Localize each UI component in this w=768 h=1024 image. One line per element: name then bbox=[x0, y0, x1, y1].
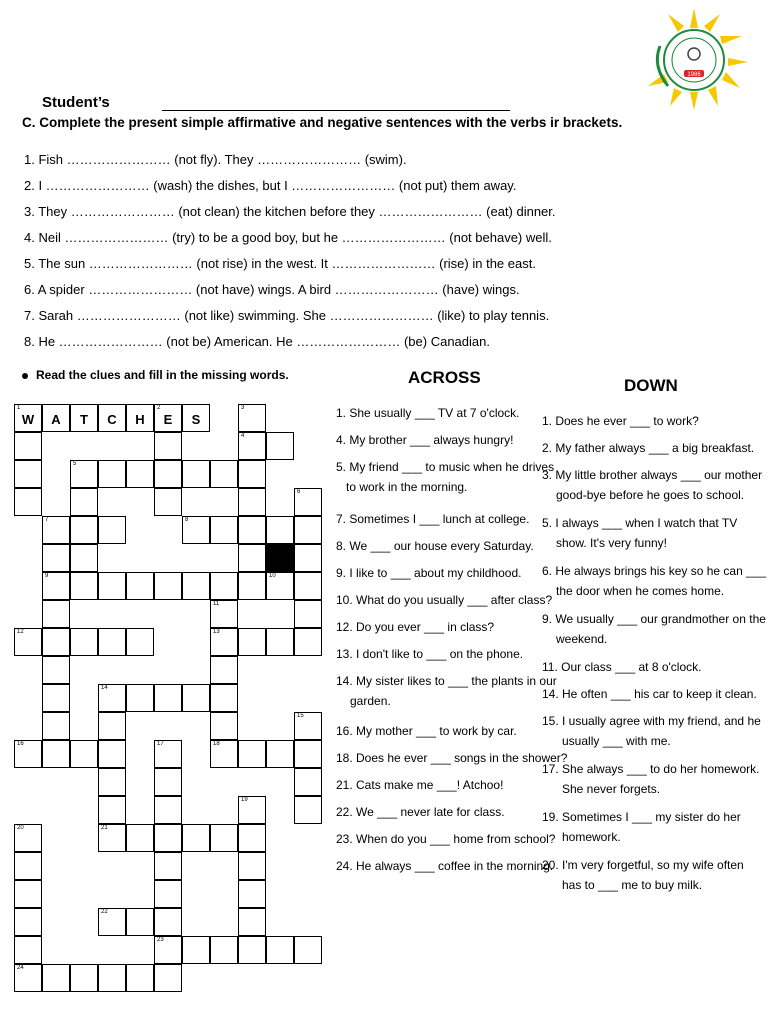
clue-number: 18 bbox=[213, 741, 220, 747]
down-clue: 6. He always brings his key so he can ___ bbox=[542, 564, 767, 578]
crossword-cell[interactable] bbox=[126, 684, 154, 712]
crossword-cell[interactable] bbox=[42, 544, 70, 572]
crossword-cell[interactable] bbox=[182, 460, 210, 488]
cell-letter: S bbox=[191, 412, 201, 427]
crossword-cell[interactable] bbox=[154, 488, 182, 516]
down-clue-continued: show. It's very funny! bbox=[556, 536, 668, 550]
down-clue-continued: has to ___ me to buy milk. bbox=[562, 878, 703, 892]
crossword-cell[interactable] bbox=[42, 628, 70, 656]
crossword-cell[interactable] bbox=[294, 600, 322, 628]
crossword-cell[interactable] bbox=[42, 964, 70, 992]
crossword-cell[interactable] bbox=[154, 572, 182, 600]
crossword-cell[interactable] bbox=[98, 460, 126, 488]
across-clue: 7. Sometimes I ___ lunch at college. bbox=[336, 512, 530, 526]
crossword-cell[interactable] bbox=[154, 824, 182, 852]
crossword-cell[interactable] bbox=[210, 936, 238, 964]
clue-number: 24 bbox=[17, 965, 24, 971]
clue-number: 9 bbox=[45, 573, 49, 579]
down-clue: 17. She always ___ to do her homework. bbox=[542, 762, 760, 776]
crossword-cell[interactable] bbox=[238, 908, 266, 936]
crossword-cell[interactable] bbox=[42, 684, 70, 712]
crossword-cell[interactable] bbox=[14, 460, 42, 488]
down-clue: 2. My father always ___ a big breakfast. bbox=[542, 441, 755, 455]
across-clue: 16. My mother ___ to work by car. bbox=[336, 724, 517, 738]
crossword-cell[interactable] bbox=[14, 404, 42, 432]
clue-number: 21 bbox=[101, 825, 108, 831]
crossword-cell[interactable] bbox=[42, 404, 70, 432]
crossword-cell[interactable] bbox=[182, 404, 210, 432]
student-name-line[interactable] bbox=[162, 110, 510, 111]
sentence-2[interactable]: 2. I …………………… (wash) the dishes, but I …………………… (not put) them away. bbox=[24, 178, 517, 193]
crossword-cell[interactable] bbox=[238, 516, 266, 544]
crossword-cell[interactable] bbox=[238, 936, 266, 964]
crossword-cell[interactable] bbox=[154, 908, 182, 936]
sentence-1[interactable]: 1. Fish …………………… (not fly). They …………………… (swim). bbox=[24, 152, 407, 167]
down-heading: DOWN bbox=[624, 376, 678, 395]
crossword-cell[interactable] bbox=[238, 404, 266, 432]
crossword-cell[interactable] bbox=[238, 488, 266, 516]
sentence-3[interactable]: 3. They …………………… (not clean) the kitchen before they …………………… (eat) dinner. bbox=[24, 204, 556, 219]
across-clue: 22. We ___ never late for class. bbox=[336, 805, 505, 819]
crossword-cell[interactable] bbox=[98, 712, 126, 740]
crossword-cell[interactable] bbox=[70, 572, 98, 600]
crossword-cell[interactable] bbox=[70, 404, 98, 432]
crossword-cell[interactable] bbox=[294, 628, 322, 656]
crossword-cell[interactable] bbox=[14, 908, 42, 936]
crossword-cell[interactable] bbox=[70, 544, 98, 572]
crossword-cell[interactable] bbox=[98, 908, 126, 936]
crossword-cell[interactable] bbox=[294, 768, 322, 796]
clue-number: 11 bbox=[213, 601, 220, 607]
crossword-cell[interactable] bbox=[266, 628, 294, 656]
crossword-cell[interactable] bbox=[238, 432, 266, 460]
crossword-cell[interactable] bbox=[154, 404, 182, 432]
crossword-cell[interactable] bbox=[210, 712, 238, 740]
crossword-cell[interactable] bbox=[294, 936, 322, 964]
crossword-cell[interactable] bbox=[266, 572, 294, 600]
crossword-cell[interactable] bbox=[126, 460, 154, 488]
clue-number: 2 bbox=[157, 405, 161, 411]
crossword-cell[interactable] bbox=[210, 824, 238, 852]
down-clue-continued: usually ___ with me. bbox=[562, 734, 671, 748]
down-clue: 9. We usually ___ our grandmother on the bbox=[542, 612, 766, 626]
crossword-cell[interactable] bbox=[154, 684, 182, 712]
crossword-cell[interactable] bbox=[238, 544, 266, 572]
crossword-grid bbox=[14, 404, 326, 998]
crossword-cell[interactable] bbox=[42, 712, 70, 740]
down-clue: 11. Our class ___ at 8 o'clock. bbox=[542, 660, 702, 674]
sentence-7[interactable]: 7. Sarah …………………… (not like) swimming. She …………………… (like) to play tennis. bbox=[24, 308, 550, 323]
crossword-cell[interactable] bbox=[14, 488, 42, 516]
crossword-cell[interactable] bbox=[266, 936, 294, 964]
crossword-cell[interactable] bbox=[154, 460, 182, 488]
crossword-cell[interactable] bbox=[70, 516, 98, 544]
down-clue: 20. I'm very forgetful, so my wife often bbox=[542, 858, 744, 872]
crossword-cell[interactable] bbox=[154, 796, 182, 824]
logo-year: 1986 bbox=[687, 72, 701, 78]
across-clue: 12. Do you ever ___ in class? bbox=[336, 620, 495, 634]
cell-letter: C bbox=[107, 412, 117, 427]
crossword-cell[interactable] bbox=[238, 852, 266, 880]
across-clue: 5. My friend ___ to music when he drives bbox=[336, 460, 555, 474]
down-clue-continued: homework. bbox=[562, 830, 621, 844]
crossword-cell[interactable] bbox=[42, 600, 70, 628]
clue-number: 14 bbox=[101, 685, 108, 691]
across-clue-continued: to work in the morning. bbox=[346, 480, 468, 494]
sentence-4[interactable]: 4. Neil …………………… (try) to be a good boy, but he …………………… (not behave) well. bbox=[24, 230, 552, 245]
crossword-cell[interactable] bbox=[42, 572, 70, 600]
clue-number: 19 bbox=[241, 797, 248, 803]
crossword-cell[interactable] bbox=[238, 796, 266, 824]
crossword-cell[interactable] bbox=[294, 544, 322, 572]
clue-number: 3 bbox=[241, 405, 245, 411]
across-clue-continued: garden. bbox=[350, 694, 391, 708]
across-clue: 14. My sister likes to ___ the plants in our bbox=[336, 674, 557, 688]
crossword-cell[interactable] bbox=[210, 740, 238, 768]
crossword-cell[interactable] bbox=[126, 908, 154, 936]
clue-number: 7 bbox=[45, 517, 49, 523]
across-clue: 9. I like to ___ about my childhood. bbox=[336, 566, 522, 580]
clue-number: 16 bbox=[17, 741, 24, 747]
crossword-cell[interactable] bbox=[98, 628, 126, 656]
crossword-cell[interactable] bbox=[98, 796, 126, 824]
crossword-cell[interactable] bbox=[238, 740, 266, 768]
crossword-cell[interactable] bbox=[14, 628, 42, 656]
section-c-instruction: C. Complete the present simple affirmative and negative sentences with the verbs ir brackets. bbox=[22, 115, 623, 130]
crossword-cell[interactable] bbox=[210, 460, 238, 488]
clue-number: 1 bbox=[17, 405, 21, 411]
student-label: Student’s bbox=[42, 94, 110, 111]
crossword-cell[interactable] bbox=[294, 516, 322, 544]
bullet-icon bbox=[22, 373, 28, 379]
down-clue: 5. I always ___ when I watch that TV bbox=[542, 516, 738, 530]
crossword-cell[interactable] bbox=[154, 852, 182, 880]
crossword-cell[interactable] bbox=[154, 768, 182, 796]
crossword-cell[interactable] bbox=[182, 684, 210, 712]
clue-number: 5 bbox=[73, 461, 77, 467]
down-clue-continued: good-bye before he goes to school. bbox=[556, 488, 745, 502]
crossword-cell[interactable] bbox=[98, 516, 126, 544]
school-logo bbox=[638, 6, 750, 110]
cell-letter: A bbox=[51, 412, 61, 427]
across-clue: 4. My brother ___ always hungry! bbox=[336, 433, 514, 447]
clue-number: 8 bbox=[185, 517, 189, 523]
crossword-cell[interactable] bbox=[126, 628, 154, 656]
clue-number: 10 bbox=[269, 573, 276, 579]
down-clue-continued: weekend. bbox=[556, 632, 608, 646]
crossword-cell[interactable] bbox=[182, 516, 210, 544]
crossword-cell[interactable] bbox=[98, 740, 126, 768]
across-clue: 8. We ___ our house every Saturday. bbox=[336, 539, 534, 553]
crossword-cell[interactable] bbox=[238, 628, 266, 656]
sentence-6[interactable]: 6. A spider …………………… (not have) wings. A bird …………………… (have) wings. bbox=[24, 282, 520, 297]
crossword-cell[interactable] bbox=[294, 796, 322, 824]
crossword-cell[interactable] bbox=[98, 572, 126, 600]
down-clue-continued: She never forgets. bbox=[562, 782, 661, 796]
across-heading: ACROSS bbox=[408, 368, 481, 387]
crossword-cell[interactable] bbox=[70, 740, 98, 768]
across-clue: 1. She usually ___ TV at 7 o'clock. bbox=[336, 406, 520, 420]
crossword-cell[interactable] bbox=[126, 572, 154, 600]
crossword-cell[interactable] bbox=[210, 572, 238, 600]
down-clue: 3. My little brother always ___ our mother bbox=[542, 468, 763, 482]
clue-number: 20 bbox=[17, 825, 24, 831]
crossword-cell[interactable] bbox=[238, 824, 266, 852]
crossword-cell[interactable] bbox=[266, 432, 294, 460]
crossword-cell[interactable] bbox=[210, 684, 238, 712]
cell-letter: T bbox=[80, 412, 88, 427]
crossword-cell[interactable] bbox=[14, 432, 42, 460]
crossword-cell[interactable] bbox=[238, 460, 266, 488]
crossword-cell[interactable] bbox=[42, 516, 70, 544]
clue-number: 22 bbox=[101, 909, 108, 915]
crossword-cell[interactable] bbox=[98, 404, 126, 432]
across-clue: 13. I don't like to ___ on the phone. bbox=[336, 647, 524, 661]
crossword-cell[interactable] bbox=[182, 936, 210, 964]
crossword-cell[interactable] bbox=[294, 572, 322, 600]
cell-letter: W bbox=[21, 412, 35, 427]
down-clue: 19. Sometimes I ___ my sister do her bbox=[542, 810, 741, 824]
crossword-cell[interactable] bbox=[182, 572, 210, 600]
crossword-cell[interactable] bbox=[210, 516, 238, 544]
crossword-cell[interactable] bbox=[70, 964, 98, 992]
across-clue: 18. Does he ever ___ songs in the shower? bbox=[336, 751, 568, 765]
crossword-cell[interactable] bbox=[182, 824, 210, 852]
crossword-cell[interactable] bbox=[42, 656, 70, 684]
crossword-cell[interactable] bbox=[294, 712, 322, 740]
crossword-cell[interactable] bbox=[154, 936, 182, 964]
down-clue: 1. Does he ever ___ to work? bbox=[542, 414, 699, 428]
crossword-cell[interactable] bbox=[42, 740, 70, 768]
crossword-cell[interactable] bbox=[294, 488, 322, 516]
crossword-cell[interactable] bbox=[154, 740, 182, 768]
crossword-cell[interactable] bbox=[70, 460, 98, 488]
crossword-cell[interactable] bbox=[98, 768, 126, 796]
black-cell bbox=[266, 544, 294, 572]
crossword-cell[interactable] bbox=[238, 880, 266, 908]
down-clue-continued: the door when he comes home. bbox=[556, 584, 725, 598]
crossword-cell[interactable] bbox=[154, 432, 182, 460]
clue-number: 6 bbox=[297, 489, 301, 495]
crossword-instruction-text: Read the clues and fill in the missing words. bbox=[36, 368, 289, 382]
crossword-cell[interactable] bbox=[14, 880, 42, 908]
crossword-cell[interactable] bbox=[14, 964, 42, 992]
crossword-cell[interactable] bbox=[266, 740, 294, 768]
sentence-5[interactable]: 5. The sun …………………… (not rise) in the west. It …………………… (rise) in the east. bbox=[24, 256, 536, 271]
across-clue: 23. When do you ___ home from school? bbox=[336, 832, 556, 846]
crossword-cell[interactable] bbox=[70, 488, 98, 516]
crossword-cell[interactable] bbox=[126, 404, 154, 432]
crossword-cell[interactable] bbox=[14, 740, 42, 768]
across-clue: 24. He always ___ coffee in the morning. bbox=[336, 859, 554, 873]
crossword-cell[interactable] bbox=[70, 628, 98, 656]
clue-number: 17 bbox=[157, 741, 164, 747]
crossword-cell[interactable] bbox=[154, 880, 182, 908]
clue-number: 13 bbox=[213, 629, 220, 635]
down-clue: 15. I usually agree with my friend, and he bbox=[542, 714, 761, 728]
crossword-cell[interactable] bbox=[98, 824, 126, 852]
across-clue: 10. What do you usually ___ after class? bbox=[336, 593, 553, 607]
crossword-cell[interactable] bbox=[126, 964, 154, 992]
clue-number: 12 bbox=[17, 629, 24, 635]
crossword-cell[interactable] bbox=[238, 572, 266, 600]
crossword-cell[interactable] bbox=[14, 936, 42, 964]
crossword-cell[interactable] bbox=[154, 964, 182, 992]
crossword-cell[interactable] bbox=[266, 516, 294, 544]
clue-number: 4 bbox=[241, 433, 245, 439]
crossword-cell[interactable] bbox=[126, 824, 154, 852]
crossword-cell[interactable] bbox=[294, 740, 322, 768]
crossword-instruction bbox=[22, 368, 289, 382]
crossword-cell[interactable] bbox=[14, 824, 42, 852]
down-clue: 14. He often ___ his car to keep it clean. bbox=[542, 687, 757, 701]
cell-letter: E bbox=[163, 412, 173, 427]
cell-letter: H bbox=[135, 412, 145, 427]
crossword-cell[interactable] bbox=[210, 656, 238, 684]
clue-number: 15 bbox=[297, 713, 304, 719]
sentence-8[interactable]: 8. He …………………… (not be) American. He …………………… (be) Canadian. bbox=[24, 334, 490, 349]
crossword-cell[interactable] bbox=[210, 628, 238, 656]
crossword-cell[interactable] bbox=[98, 964, 126, 992]
clue-number: 23 bbox=[157, 937, 164, 943]
crossword-cell[interactable] bbox=[210, 600, 238, 628]
across-clue: 21. Cats make me ___! Atchoo! bbox=[336, 778, 504, 792]
crossword-cell[interactable] bbox=[14, 852, 42, 880]
crossword-cell[interactable] bbox=[98, 684, 126, 712]
